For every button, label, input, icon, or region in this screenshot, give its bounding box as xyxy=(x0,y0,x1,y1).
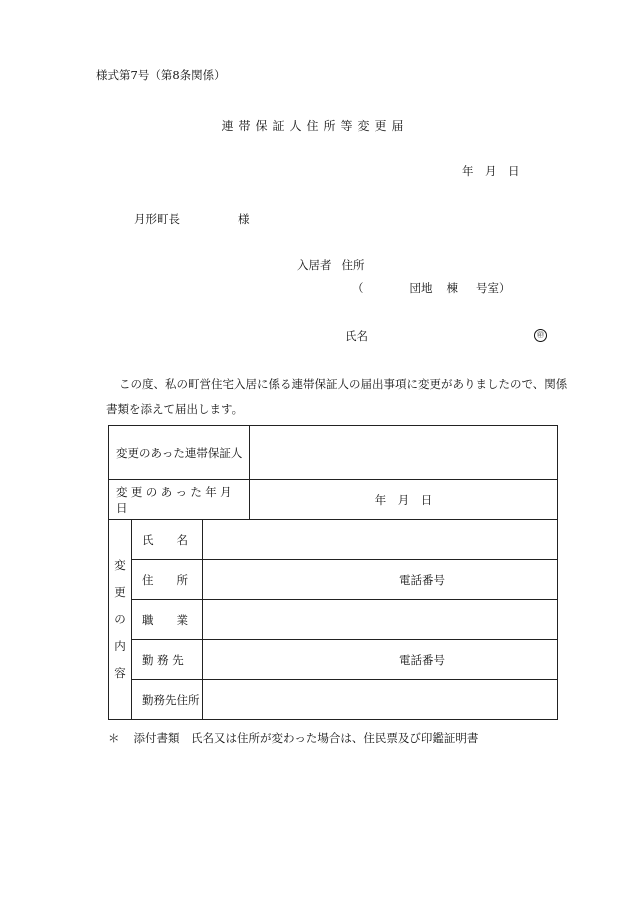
room-label: 号室） xyxy=(476,281,511,295)
seal-icon: ㊞ xyxy=(534,329,547,342)
table-row xyxy=(109,480,558,520)
name-field[interactable] xyxy=(203,520,558,560)
changed-date-label: 変更のあった年月日 xyxy=(109,480,250,520)
workplace-address-label: 勤務先住所 xyxy=(132,680,203,720)
table-row xyxy=(109,600,558,640)
occupation-field[interactable] xyxy=(203,600,558,640)
resident-address-row xyxy=(297,260,365,272)
addressee-name: 月形町長 xyxy=(134,212,180,226)
unit-open-paren: （ xyxy=(352,281,364,295)
document-title: 連帯保証人住所等変更届 xyxy=(221,119,409,133)
table-row xyxy=(109,520,558,560)
workplace-address-field[interactable] xyxy=(203,680,558,720)
form-number: 様式第7号（第8条関係） xyxy=(96,68,226,82)
attachment-note-text: 添付書類 氏名又は住所が変わった場合は、住民票及び印鑑証明書 xyxy=(133,731,479,745)
workplace-field[interactable]: 電話番号 xyxy=(203,640,558,680)
table-row xyxy=(109,640,558,680)
changed-guarantor-field[interactable] xyxy=(250,426,558,480)
asterisk-icon: ＊ xyxy=(108,731,120,745)
change-content-group-label: 変 更 の 内 容 xyxy=(109,520,132,720)
changed-guarantor-label: 変更のあった連帯保証人 xyxy=(109,426,250,480)
attachment-note xyxy=(108,733,478,745)
submission-date-fields: 年 月 日 xyxy=(462,164,520,178)
table-row xyxy=(109,426,558,480)
resident-address-label: 住所 xyxy=(341,258,365,272)
addressee-honorific: 様 xyxy=(238,212,250,226)
address-field[interactable]: 電話番号 xyxy=(203,560,558,600)
resident-label: 入居者 xyxy=(297,258,332,272)
table-row xyxy=(109,560,558,600)
danchi-label: 団地 xyxy=(409,281,433,295)
changed-date-field[interactable]: 年 月 日 xyxy=(250,480,558,520)
occupation-label: 職 業 xyxy=(132,600,203,640)
building-label: 棟 xyxy=(446,281,458,295)
resident-name-label: 氏名 xyxy=(345,329,368,343)
resident-unit-row xyxy=(352,283,511,295)
address-label: 住 所 xyxy=(132,560,203,600)
change-details-table xyxy=(108,425,558,720)
statement-paragraph: この度、私の町営住宅入居に係る連帯保証人の届出事項に変更がありましたので、関係書類を添えて届出します。 xyxy=(106,377,568,416)
name-label: 氏 名 xyxy=(132,520,203,560)
table-row xyxy=(109,680,558,720)
workplace-label: 勤 務 先 xyxy=(132,640,203,680)
addressee xyxy=(134,214,250,226)
